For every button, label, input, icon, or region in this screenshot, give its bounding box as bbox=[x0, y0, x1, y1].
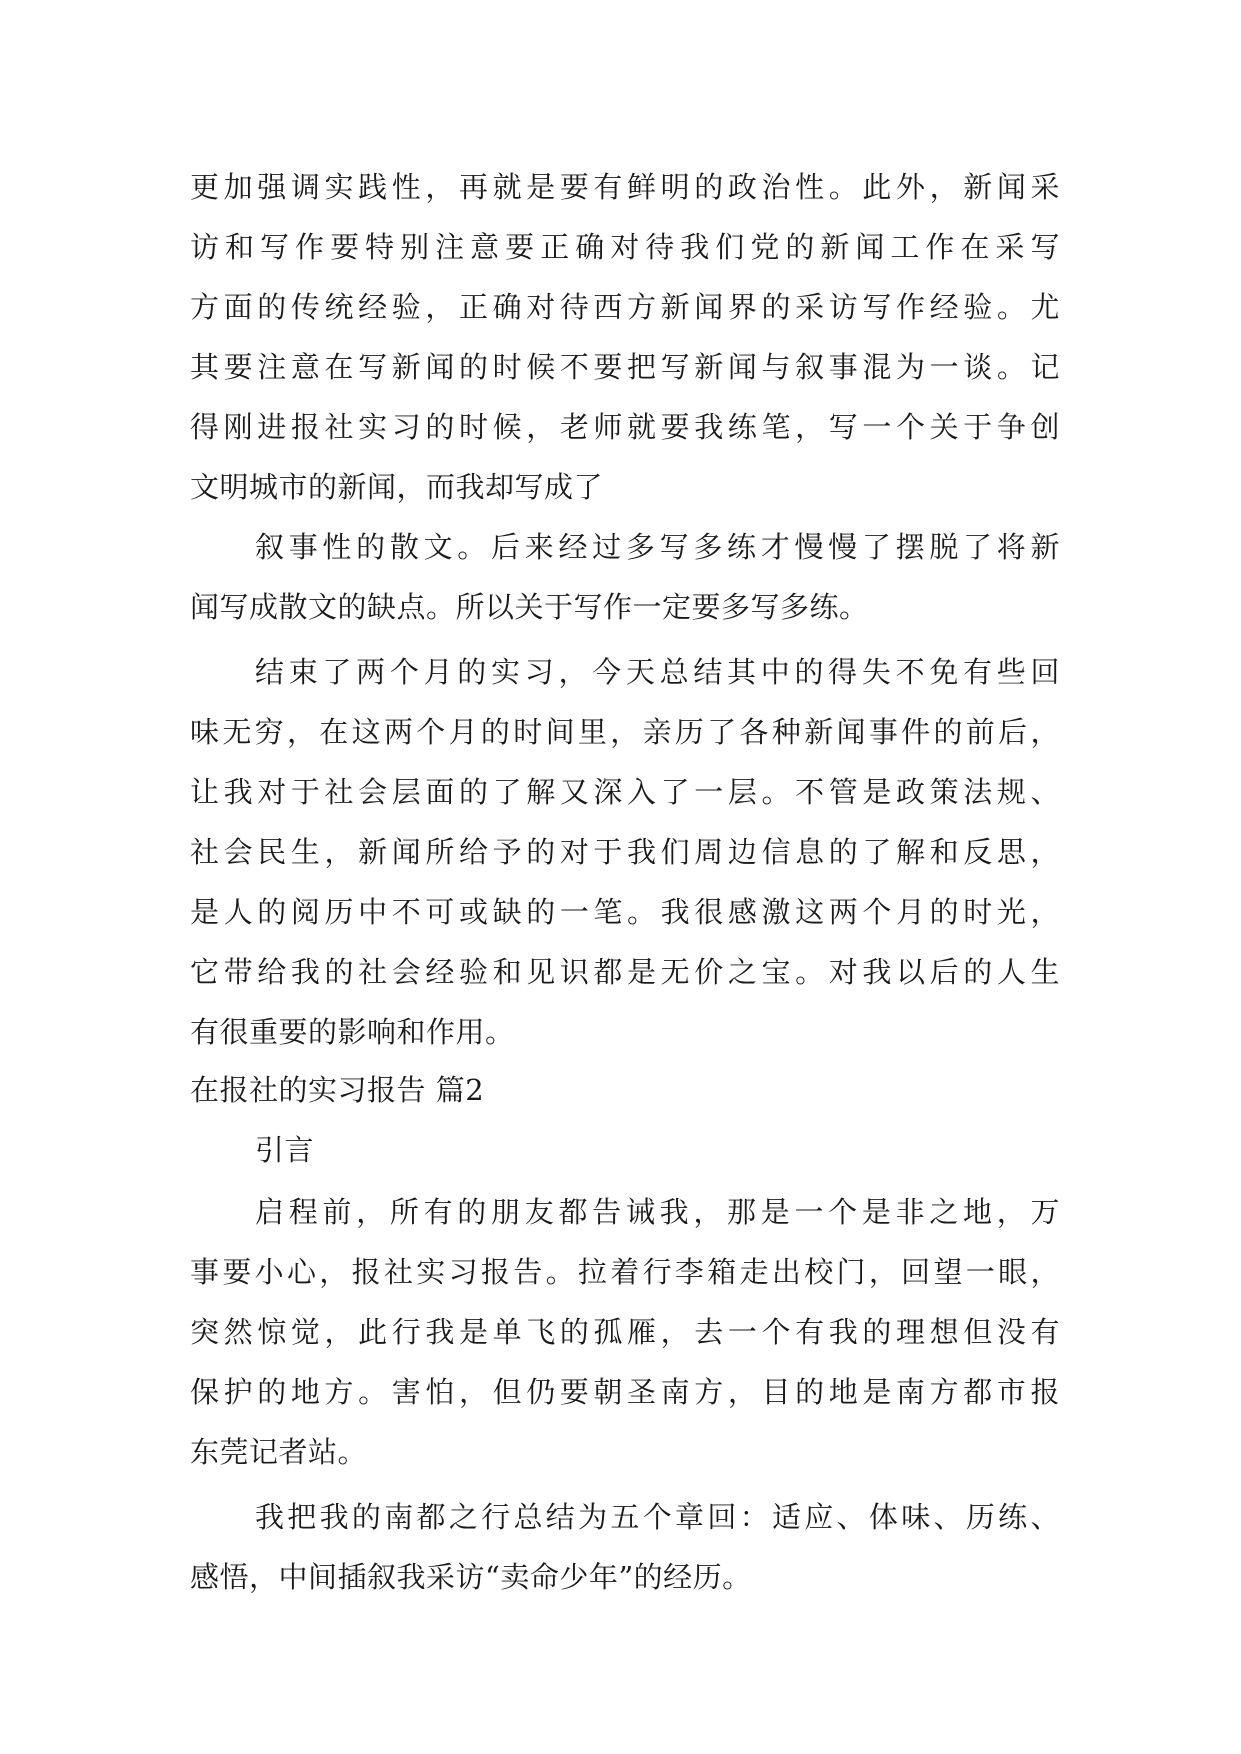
paragraph-5-line-1: 我把我的南都之行总结为五个章回：适应、体味、历练、 bbox=[255, 1500, 1060, 1534]
paragraph-3-line-2: 味无穷，在这两个月的时间里，亲历了各种新闻事件的前后， bbox=[190, 715, 1060, 749]
paragraph-1-line-6: 文明城市的新闻，而我却写成了 bbox=[190, 470, 604, 504]
paragraph-1-line-5: 得刚进报社实习的时候，老师就要我练笔，写一个关于争创 bbox=[190, 410, 1060, 444]
paragraph-3-line-3: 让我对于社会层面的了解又深入了一层。不管是政策法规、 bbox=[190, 775, 1060, 809]
paragraph-4-line-1: 启程前，所有的朋友都告诫我，那是一个是非之地，万 bbox=[255, 1195, 1060, 1229]
paragraph-4-line-4: 保护的地方。害怕，但仍要朝圣南方，目的地是南方都市报 bbox=[190, 1375, 1060, 1409]
paragraph-4-line-3: 突然惊觉，此行我是单飞的孤雁，去一个有我的理想但没有 bbox=[190, 1315, 1060, 1349]
paragraph-3-line-1: 结束了两个月的实习，今天总结其中的得失不免有些回 bbox=[255, 655, 1060, 689]
paragraph-3-line-7: 有很重要的影响和作用。 bbox=[190, 1015, 515, 1049]
paragraph-4-line-5: 东莞记者站。 bbox=[190, 1435, 368, 1469]
paragraph-1-line-4: 其要注意在写新闻的时候不要把写新闻与叙事混为一谈。记 bbox=[190, 350, 1060, 384]
intro-heading: 引言 bbox=[255, 1133, 315, 1167]
paragraph-3-line-6: 它带给我的社会经验和见识都是无价之宝。对我以后的人生 bbox=[190, 955, 1060, 989]
paragraph-3-line-5: 是人的阅历中不可或缺的一笔。我很感激这两个月的时光， bbox=[190, 895, 1060, 929]
paragraph-2-line-2: 闻写成散文的缺点。所以关于写作一定要多写多练。 bbox=[190, 590, 869, 624]
paragraph-1-line-1: 更加强调实践性，再就是要有鲜明的政治性。此外，新闻采 bbox=[190, 170, 1060, 204]
paragraph-1-line-2: 访和写作要特别注意要正确对待我们党的新闻工作在采写 bbox=[190, 230, 1060, 264]
paragraph-3-line-4: 社会民生，新闻所给予的对于我们周边信息的了解和反思， bbox=[190, 835, 1060, 869]
paragraph-2-line-1: 叙事性的散文。后来经过多写多练才慢慢了摆脱了将新 bbox=[255, 530, 1060, 564]
paragraph-5-line-2: 感悟，中间插叙我采访“卖命少年”的经历。 bbox=[190, 1560, 752, 1594]
paragraph-1-line-3: 方面的传统经验，正确对待西方新闻界的采访写作经验。尤 bbox=[190, 290, 1060, 324]
section-title: 在报社的实习报告 篇2 bbox=[190, 1073, 485, 1107]
paragraph-4-line-2: 事要小心，报社实习报告。拉着行李箱走出校门，回望一眼， bbox=[190, 1255, 1060, 1289]
